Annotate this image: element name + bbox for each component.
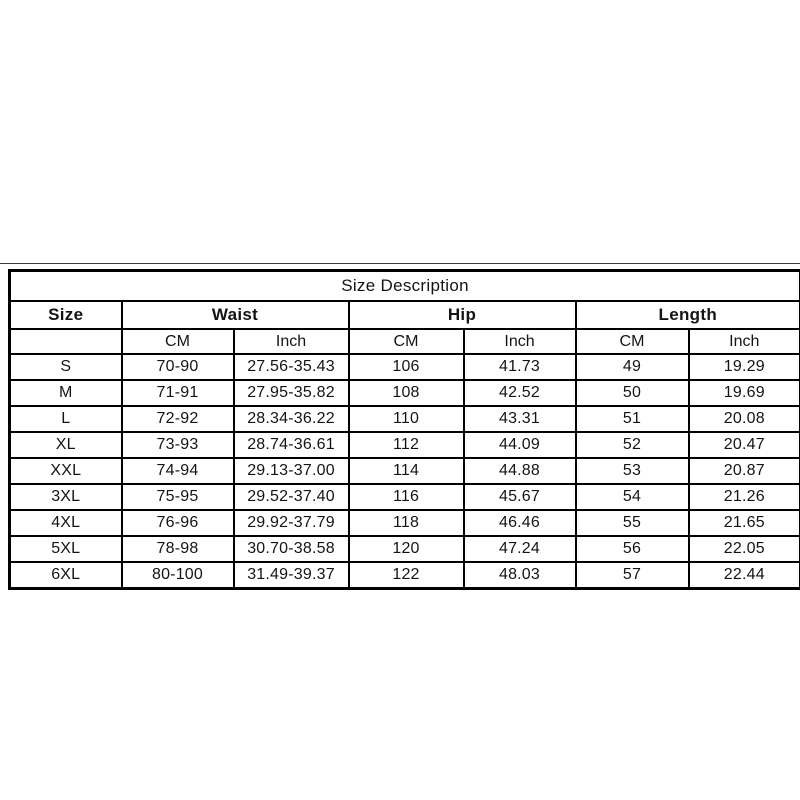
size-cell: 3XL <box>10 484 122 510</box>
hip-cm-cell: 120 <box>349 536 464 562</box>
hip-cm-cell: 116 <box>349 484 464 510</box>
hip-inch-cell: 42.52 <box>464 380 576 406</box>
length-inch-cell: 19.69 <box>689 380 800 406</box>
length-cm-cell: 54 <box>576 484 689 510</box>
table-row <box>10 380 800 406</box>
size-cell: XXL <box>10 458 122 484</box>
hip-cm-cell: 110 <box>349 406 464 432</box>
length-cm-cell: 50 <box>576 380 689 406</box>
hip-inch-cell: 43.31 <box>464 406 576 432</box>
table-row <box>10 458 800 484</box>
size-description-table <box>8 269 800 590</box>
column-header-hip: Hip <box>349 301 576 329</box>
table-row <box>10 432 800 458</box>
waist-cm-cell: 76-96 <box>122 510 234 536</box>
size-cell: XL <box>10 432 122 458</box>
length-cm-cell: 55 <box>576 510 689 536</box>
table-row <box>10 354 800 380</box>
length-inch-cell: 22.05 <box>689 536 800 562</box>
waist-inch-cell: 29.92-37.79 <box>234 510 349 536</box>
hip-cm-cell: 106 <box>349 354 464 380</box>
length-inch-cell: 21.26 <box>689 484 800 510</box>
size-cell: 6XL <box>10 562 122 589</box>
waist-cm-cell: 78-98 <box>122 536 234 562</box>
hip-cm-cell: 122 <box>349 562 464 589</box>
size-cell: 4XL <box>10 510 122 536</box>
table-title: Size Description <box>10 271 800 302</box>
hip-inch-cell: 44.09 <box>464 432 576 458</box>
group-header-row <box>10 301 800 329</box>
table-row <box>10 510 800 536</box>
unit-header-waist-inch: Inch <box>234 329 349 354</box>
waist-cm-cell: 71-91 <box>122 380 234 406</box>
length-inch-cell: 20.87 <box>689 458 800 484</box>
length-inch-cell: 22.44 <box>689 562 800 589</box>
hip-inch-cell: 41.73 <box>464 354 576 380</box>
waist-inch-cell: 28.34-36.22 <box>234 406 349 432</box>
length-inch-cell: 19.29 <box>689 354 800 380</box>
unit-header-length-cm: CM <box>576 329 689 354</box>
length-cm-cell: 52 <box>576 432 689 458</box>
unit-header-empty <box>10 329 122 354</box>
column-header-size: Size <box>10 301 122 329</box>
waist-cm-cell: 73-93 <box>122 432 234 458</box>
waist-cm-cell: 70-90 <box>122 354 234 380</box>
hip-cm-cell: 114 <box>349 458 464 484</box>
unit-header-hip-inch: Inch <box>464 329 576 354</box>
column-header-length: Length <box>576 301 800 329</box>
length-cm-cell: 57 <box>576 562 689 589</box>
hip-inch-cell: 45.67 <box>464 484 576 510</box>
hip-cm-cell: 118 <box>349 510 464 536</box>
hip-inch-cell: 44.88 <box>464 458 576 484</box>
waist-cm-cell: 80-100 <box>122 562 234 589</box>
waist-cm-cell: 74-94 <box>122 458 234 484</box>
table-row <box>10 406 800 432</box>
length-inch-cell: 20.08 <box>689 406 800 432</box>
waist-cm-cell: 72-92 <box>122 406 234 432</box>
waist-inch-cell: 27.95-35.82 <box>234 380 349 406</box>
unit-header-hip-cm: CM <box>349 329 464 354</box>
hip-inch-cell: 48.03 <box>464 562 576 589</box>
waist-cm-cell: 75-95 <box>122 484 234 510</box>
size-cell: 5XL <box>10 536 122 562</box>
size-cell: L <box>10 406 122 432</box>
unit-header-row <box>10 329 800 354</box>
waist-inch-cell: 28.74-36.61 <box>234 432 349 458</box>
table-row <box>10 562 800 589</box>
length-cm-cell: 49 <box>576 354 689 380</box>
hip-cm-cell: 112 <box>349 432 464 458</box>
hip-cm-cell: 108 <box>349 380 464 406</box>
table-row <box>10 536 800 562</box>
waist-inch-cell: 30.70-38.58 <box>234 536 349 562</box>
top-divider-line <box>0 263 800 264</box>
table-row <box>10 484 800 510</box>
size-cell: S <box>10 354 122 380</box>
unit-header-waist-cm: CM <box>122 329 234 354</box>
length-cm-cell: 53 <box>576 458 689 484</box>
waist-inch-cell: 29.52-37.40 <box>234 484 349 510</box>
hip-inch-cell: 47.24 <box>464 536 576 562</box>
size-cell: M <box>10 380 122 406</box>
table-title-row <box>10 271 800 302</box>
length-inch-cell: 21.65 <box>689 510 800 536</box>
length-cm-cell: 51 <box>576 406 689 432</box>
waist-inch-cell: 29.13-37.00 <box>234 458 349 484</box>
column-header-waist: Waist <box>122 301 349 329</box>
waist-inch-cell: 31.49-39.37 <box>234 562 349 589</box>
hip-inch-cell: 46.46 <box>464 510 576 536</box>
length-inch-cell: 20.47 <box>689 432 800 458</box>
unit-header-length-inch: Inch <box>689 329 800 354</box>
waist-inch-cell: 27.56-35.43 <box>234 354 349 380</box>
length-cm-cell: 56 <box>576 536 689 562</box>
